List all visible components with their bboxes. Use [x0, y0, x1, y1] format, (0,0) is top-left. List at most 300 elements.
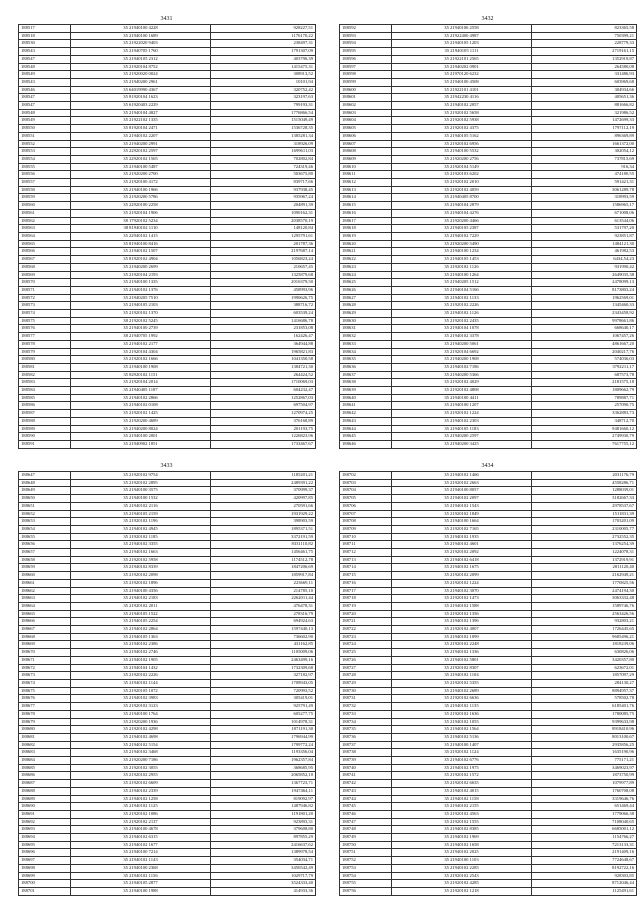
account-id-cell: 188646: [340, 440, 392, 448]
code-cell: 35 21940104 5166: [392, 286, 532, 294]
amount-cell: 3420357,80: [532, 656, 637, 664]
table-row: [340, 703, 637, 711]
account-id-cell: 188556: [19, 171, 71, 179]
account-id-cell: 188612: [340, 179, 392, 187]
account-id-cell: 188596: [340, 55, 392, 63]
account-id-cell: 188563: [19, 225, 71, 233]
code-cell: 35 21940102 2866: [71, 394, 211, 402]
code-cell: 35 21920102 1218: [392, 887, 532, 895]
amount-cell: 8331110,82: [211, 541, 316, 549]
code-cell: 35 21940104 4827: [71, 109, 211, 117]
amount-cell: 1536728,35: [211, 125, 316, 133]
account-id-cell: 188517: [19, 25, 71, 33]
account-id-cell: 188650: [19, 495, 71, 503]
account-id-cell: 188595: [340, 48, 392, 56]
table-row: [19, 433, 316, 441]
account-id-cell: 188638: [340, 379, 392, 387]
table-row: [340, 602, 637, 610]
amount-cell: 1962357,84: [211, 757, 316, 765]
code-cell: 35 21920102 6609: [71, 780, 211, 788]
code-cell: 35 21940102 1144: [71, 679, 211, 687]
table-row: [19, 626, 316, 634]
account-id-cell: 188602: [340, 102, 392, 110]
table-row: [340, 541, 637, 549]
code-cell: 35 21940102 1969: [392, 834, 532, 842]
account-id-cell: 188664: [19, 602, 71, 610]
amount-cell: 881666,82: [532, 102, 637, 110]
code-cell: 35 21940200 3425: [392, 440, 532, 448]
table-row: [340, 63, 637, 71]
account-id-cell: 188584: [19, 387, 71, 395]
code-cell: 35 21940102 2116: [71, 502, 211, 510]
account-id-cell: 188587: [19, 410, 71, 418]
code-cell: 35 21940102 3070: [392, 587, 532, 595]
table-row: [19, 271, 316, 279]
code-cell: 35 21940200 8024: [71, 425, 211, 433]
amount-cell: 2191409,16: [532, 849, 637, 857]
account-id-cell: 188550: [19, 125, 71, 133]
account-id-cell: 188737: [340, 741, 392, 749]
code-cell: 35 21920102 5658: [392, 109, 532, 117]
code-cell: 35 21920200 1936: [71, 718, 211, 726]
amount-cell: 613544,06: [532, 217, 637, 225]
account-id-cell: 188720: [340, 610, 392, 618]
amount-cell: 8192722,16: [532, 864, 637, 872]
code-cell: 35 21940205 1512: [392, 279, 532, 287]
account-id-cell: 188572: [19, 294, 71, 302]
table-row: [340, 672, 637, 680]
amount-cell: 1511831,39: [532, 510, 637, 518]
data-table: [18, 24, 316, 449]
table-row: [340, 125, 637, 133]
code-cell: 35 21920102 2099: [392, 572, 532, 580]
code-cell: 35 21940102 1158: [392, 795, 532, 803]
table-row: [340, 402, 637, 410]
code-cell: 35 21920102 1224: [392, 410, 532, 418]
table-row: [19, 40, 316, 48]
table-row: [340, 294, 637, 302]
amount-cell: 928227,51: [211, 25, 316, 33]
account-id-cell: 188712: [340, 549, 392, 557]
table-row: [340, 610, 637, 618]
amount-cell: 1895371,51: [211, 525, 316, 533]
amount-cell: 8712046,44: [532, 880, 637, 888]
amount-cell: 398903,59: [211, 518, 316, 526]
account-id-cell: 188552: [19, 140, 71, 148]
account-id-cell: 188629: [340, 310, 392, 318]
code-cell: 35 21940102 1658: [392, 841, 532, 849]
amount-cell: 1487946,82: [211, 803, 316, 811]
amount-cell: 3061289,78: [532, 186, 637, 194]
code-cell: 35 21920102 1196: [71, 518, 211, 526]
amount-cell: 3372191,59: [211, 533, 316, 541]
table-row: [19, 55, 316, 63]
table-row: [340, 410, 637, 418]
account-id-cell: 188655: [19, 533, 71, 541]
table-row: [19, 232, 316, 240]
amount-cell: 3319646,76: [532, 795, 637, 803]
amount-cell: 2719161,15: [532, 48, 637, 56]
amount-cell: 474180,55: [532, 171, 637, 179]
account-id-cell: 188686: [19, 772, 71, 780]
code-cell: 38 21940705 1992: [71, 333, 211, 341]
code-cell: 35 21940102 3983: [71, 695, 211, 703]
table-row: [340, 826, 637, 834]
table-row: [19, 495, 316, 503]
account-id-cell: 188676: [19, 695, 71, 703]
code-cell: 35 21940102 2303: [392, 417, 532, 425]
account-id-cell: 188675: [19, 687, 71, 695]
code-cell: 35 21940102 4698: [71, 733, 211, 741]
code-cell: 35 21940102 1126: [392, 310, 532, 318]
code-cell: 35 21920104 1906: [71, 209, 211, 217]
code-cell: 35 21940100 1532: [71, 495, 211, 503]
table-row: [340, 656, 637, 664]
table-row: [340, 556, 637, 564]
table-row: [340, 664, 637, 672]
amount-cell: 2749930,79: [532, 433, 637, 441]
account-id-cell: 188557: [19, 179, 71, 187]
table-row: [19, 317, 316, 325]
amount-cell: 278316,79: [211, 610, 316, 618]
table-row: [19, 841, 316, 849]
account-id-cell: 188678: [19, 710, 71, 718]
amount-cell: 1367723,71: [211, 780, 316, 788]
table-row: [340, 202, 637, 210]
table-row: [19, 32, 316, 40]
amount-cell: 3063332,48: [532, 595, 637, 603]
page-quadrant-4: [339, 461, 636, 896]
amount-cell: 1586965,17: [532, 202, 637, 210]
amount-cell: 201787,36: [211, 240, 316, 248]
table-row: [340, 757, 637, 765]
amount-cell: 461982,53: [532, 248, 637, 256]
code-cell: 35 21940102 1376: [71, 286, 211, 294]
account-id-cell: 188626: [340, 286, 392, 294]
code-cell: 35 21920200 5786: [71, 194, 211, 202]
code-cell: 35 21920102 2435: [392, 317, 532, 325]
account-id-cell: 188631: [340, 325, 392, 333]
account-id-cell: 188672: [19, 664, 71, 672]
account-id-cell: 188637: [340, 371, 392, 379]
amount-cell: 2416637,62: [211, 841, 316, 849]
code-cell: 35 21940102 2155: [392, 803, 532, 811]
table-row: [19, 772, 316, 780]
table-row: [340, 872, 637, 880]
amount-cell: 591421,31: [532, 179, 637, 187]
account-id-cell: 188547: [19, 94, 71, 102]
table-row: [19, 834, 316, 842]
table-row: [340, 479, 637, 487]
table-row: [19, 710, 316, 718]
amount-cell: 210657,45: [211, 263, 316, 271]
table-row: [19, 780, 316, 788]
account-id-cell: 188613: [340, 186, 392, 194]
table-row: [340, 834, 637, 842]
table-row: [19, 425, 316, 433]
account-id-cell: 188565: [19, 240, 71, 248]
code-cell: 35 21920102 1224: [392, 579, 532, 587]
account-id-cell: 188751: [340, 849, 392, 857]
account-id-cell: 188608: [340, 148, 392, 156]
table-row: [340, 440, 637, 448]
code-cell: 35 21920102 4285: [392, 880, 532, 888]
table-row: [19, 872, 316, 880]
code-cell: 35 21920104 5149: [392, 163, 532, 171]
code-cell: 35 21940102 2864: [71, 626, 211, 634]
amount-cell: 148120,84: [211, 225, 316, 233]
amount-cell: 8013100,67: [532, 733, 637, 741]
amount-cell: 897855,29: [211, 834, 316, 842]
account-id-cell: 188711: [340, 541, 392, 549]
table-row: [340, 333, 637, 341]
amount-cell: 1226823,96: [211, 433, 316, 441]
account-id-cell: 188624: [340, 271, 392, 279]
table-row: [340, 525, 637, 533]
table-row: [19, 587, 316, 595]
table-row: [19, 672, 316, 680]
table-row: [19, 140, 316, 148]
amount-cell: 1079977,89: [532, 780, 637, 788]
table-row: [340, 394, 637, 402]
table-row: [19, 633, 316, 641]
code-cell: 35 21940102 1543: [392, 502, 532, 510]
code-cell: 35 21940102 1588: [392, 602, 532, 610]
account-id-cell: 188718: [340, 595, 392, 603]
code-cell: 35 21940105 1453: [392, 256, 532, 264]
account-id-cell: 188739: [340, 757, 392, 765]
table-row: [19, 71, 316, 79]
account-id-cell: 188669: [19, 641, 71, 649]
page-quadrant-1: [18, 14, 315, 449]
account-id-cell: 188708: [340, 518, 392, 526]
code-cell: 35 21920102 2543: [392, 872, 532, 880]
amount-cell: 162426,47: [211, 333, 316, 341]
code-cell: 35 21940100 4228: [71, 25, 211, 33]
code-cell: 35 21940102 3468: [71, 749, 211, 757]
account-id-cell: 188570: [19, 279, 71, 287]
account-id-cell: 188604: [340, 117, 392, 125]
amount-cell: 1710069,03: [211, 379, 316, 387]
amount-cell: 2040217,76: [532, 348, 637, 356]
code-cell: 35 21922101 2565: [392, 55, 532, 63]
account-id-cell: 188731: [340, 695, 392, 703]
account-id-cell: 188593: [340, 32, 392, 40]
account-id-cell: 188732: [340, 703, 392, 711]
account-id-cell: 188746: [340, 810, 392, 818]
table-row: [340, 286, 637, 294]
amount-cell: 1090162,31: [211, 209, 316, 217]
code-cell: 35 21940102 2689: [392, 687, 532, 695]
table-row: [19, 518, 316, 526]
account-id-cell: 188727: [340, 664, 392, 672]
account-id-cell: 188621: [340, 248, 392, 256]
code-cell: 35 21940200 5366: [392, 371, 532, 379]
table-row: [340, 240, 637, 248]
table-row: [19, 63, 316, 71]
account-id-cell: 188543: [19, 78, 71, 86]
account-id-cell: 188546: [19, 86, 71, 94]
amount-cell: 257090,75: [532, 402, 637, 410]
code-cell: 35 82920102 1151: [71, 371, 211, 379]
account-id-cell: 188681: [19, 733, 71, 741]
account-id-cell: 188683: [19, 749, 71, 757]
table-row: [19, 579, 316, 587]
code-cell: 35 21940102 1133: [392, 294, 532, 302]
account-id-cell: 188666: [19, 618, 71, 626]
code-cell: 35 21940105 2103: [71, 302, 211, 310]
amount-cell: 1176170,22: [211, 32, 316, 40]
data-table: [339, 471, 637, 896]
table-row: [19, 549, 316, 557]
amount-cell: 737815,69: [532, 155, 637, 163]
code-cell: 35 21940105 1183: [392, 425, 532, 433]
account-id-cell: 188660: [19, 572, 71, 580]
table-row: [19, 664, 316, 672]
table-row: [340, 487, 637, 495]
account-id-cell: 188657: [19, 549, 71, 557]
table-row: [340, 48, 637, 56]
code-cell: 35 21940100 2368: [71, 864, 211, 872]
code-cell: 35 21940100 1207: [392, 402, 532, 410]
code-cell: 35 21920102 2955: [71, 772, 211, 780]
table-row: [19, 749, 316, 757]
code-cell: 35 21940105 2312: [71, 55, 211, 63]
code-cell: 35 21920020 0024: [71, 71, 211, 79]
code-cell: 35 21940100 2739: [71, 325, 211, 333]
account-id-cell: 188684: [19, 757, 71, 765]
account-id-cell: 188594: [340, 40, 392, 48]
amount-cell: 1799772,24: [211, 741, 316, 749]
amount-cell: 1515049,49: [211, 117, 316, 125]
table-row: [19, 703, 316, 711]
code-cell: 35 21920102 6635: [392, 780, 532, 788]
code-cell: 35 21920102 1555: [392, 818, 532, 826]
code-cell: 35 21940105 1203: [392, 40, 532, 48]
code-cell: 35 21940102 2025: [392, 849, 532, 857]
account-id-cell: 188640: [340, 394, 392, 402]
amount-cell: 302054,12: [532, 148, 637, 156]
account-id-cell: 188707: [340, 510, 392, 518]
amount-cell: 2262011,44: [211, 595, 316, 603]
table-row: [340, 472, 637, 480]
table-row: [19, 572, 316, 580]
code-cell: 35 21940102 1055: [392, 718, 532, 726]
code-cell: 35 21940200 5061: [392, 340, 532, 348]
account-id-cell: 188600: [340, 86, 392, 94]
account-id-cell: 188603: [340, 109, 392, 117]
amount-cell: 348712,70: [532, 417, 637, 425]
table-row: [19, 302, 316, 310]
account-id-cell: 188734: [340, 718, 392, 726]
code-cell: 35 21940102 0108: [71, 402, 211, 410]
account-id-cell: 188619: [340, 232, 392, 240]
code-cell: 35 21922400 4987: [392, 32, 532, 40]
account-id-cell: 188597: [340, 63, 392, 71]
account-id-cell: 188716: [340, 579, 392, 587]
table-row: [340, 256, 637, 264]
table-row: [340, 94, 637, 102]
account-id-cell: 188575: [19, 317, 71, 325]
account-id-cell: 188654: [19, 525, 71, 533]
table-row: [340, 340, 637, 348]
account-id-cell: 188663: [19, 595, 71, 603]
table-row: [340, 695, 637, 703]
account-id-cell: 188632: [340, 333, 392, 341]
amount-cell: 1733467,67: [211, 440, 316, 448]
table-row: [340, 864, 637, 872]
amount-cell: 1105009,06: [211, 649, 316, 657]
table-row: [19, 333, 316, 341]
amount-cell: 1376254,39: [532, 541, 637, 549]
code-cell: 35 22920102 2597: [71, 148, 211, 156]
table-row: [340, 263, 637, 271]
code-cell: 35 21940902 1851: [71, 440, 211, 448]
amount-cell: 3524333,40: [211, 880, 316, 888]
account-id-cell: 188700: [19, 880, 71, 888]
code-cell: 35 21920102 2010: [392, 179, 532, 187]
code-cell: 35 21940102 3355: [71, 541, 211, 549]
code-cell: 35 21922020 9403: [71, 40, 211, 48]
amount-cell: 2463499,16: [211, 656, 316, 664]
amount-cell: 379608,80: [211, 826, 316, 834]
account-id-cell: 188696: [19, 849, 71, 857]
account-id-cell: 188661: [19, 579, 71, 587]
table-row: [19, 510, 316, 518]
table-row: [340, 649, 637, 657]
account-id-cell: 188625: [340, 279, 392, 287]
account-id-cell: 188722: [340, 626, 392, 634]
amount-cell: 925791,49: [211, 703, 316, 711]
table-row: [19, 525, 316, 533]
amount-cell: 2343458,92: [532, 310, 637, 318]
table-row: [340, 518, 637, 526]
account-id-cell: 188530: [19, 40, 71, 48]
table-row: [19, 803, 316, 811]
account-id-cell: 188747: [340, 818, 392, 826]
table-row: [19, 818, 316, 826]
amount-cell: 1472699,33: [532, 117, 637, 125]
account-id-cell: 188622: [340, 256, 392, 264]
amount-cell: 1847206,69: [211, 564, 316, 572]
amount-cell: 2162949,21: [532, 572, 637, 580]
amount-cell: 354034,71: [211, 857, 316, 865]
account-id-cell: 188670: [19, 649, 71, 657]
amount-cell: 1859917,84: [211, 572, 316, 580]
code-cell: 35 21920104 6692: [392, 348, 532, 356]
code-cell: 35 21940102 1905: [71, 656, 211, 664]
amount-cell: 308913,52: [211, 71, 316, 79]
amount-cell: 1726445,65: [532, 626, 637, 634]
table-row: [19, 179, 316, 187]
page-number: 3433: [160, 463, 173, 469]
amount-cell: 1067457,26: [532, 333, 637, 341]
table-row: [19, 263, 316, 271]
code-cell: 35 21920102 4375: [392, 125, 532, 133]
amount-cell: 1041350,58: [211, 356, 316, 364]
amount-cell: 10101,94: [211, 78, 316, 86]
amount-cell: 1871191,30: [211, 726, 316, 734]
amount-cell: 3450542,49: [211, 864, 316, 872]
table-row: [19, 440, 316, 448]
amount-cell: 9978661,86: [532, 317, 637, 325]
table-row: [19, 325, 316, 333]
table-row: [19, 618, 316, 626]
amount-cell: 1029717,79: [211, 872, 316, 880]
account-id-cell: 188665: [19, 610, 71, 618]
account-id-cell: 188628: [340, 302, 392, 310]
account-id-cell: 188648: [19, 479, 71, 487]
